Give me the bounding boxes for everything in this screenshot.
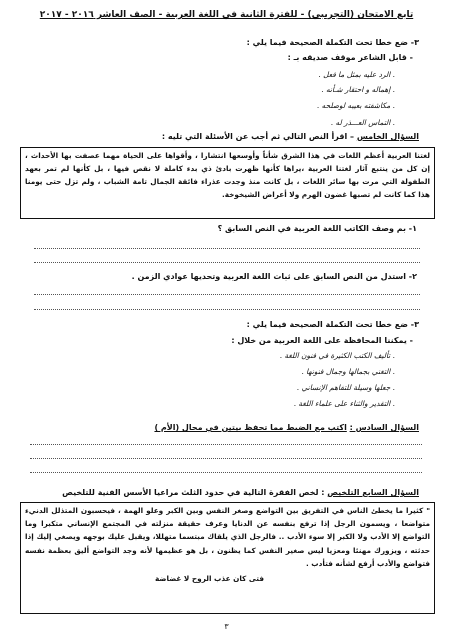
answer-line	[30, 472, 422, 473]
q7-title: السؤال السابع التلخيص	[327, 488, 419, 497]
q3-option-4: . التماس العـــذر له .	[330, 118, 395, 127]
q7-heading	[62, 488, 419, 497]
q7-verse: فتى كان عذب الروح لا غضاضة	[155, 574, 264, 584]
q3b-option-3: . جعلها وسيلة للتفاهم الإنساني .	[296, 383, 395, 392]
q3b-option-1: . تأليف الكتب الكثيرة في فنون اللغة .	[279, 351, 395, 360]
q6-instruction: اكتب مع الضبط مما تحفظ بيتين في مجال (الأم )	[154, 423, 347, 432]
q3-sub-question: - قابل الشاعر موقف صديقه بـ :	[287, 53, 413, 62]
q3b-heading: ٣- ضع خطا تحت التكملة الصحيحة فيما يلي :	[246, 320, 419, 329]
answer-line	[34, 294, 420, 295]
q7-passage-box	[20, 502, 435, 614]
q5-instruction: – اقرأ النص التالي ثم أجب عن الأسئلة التي تليه :	[161, 132, 355, 141]
answer-line	[34, 248, 420, 249]
answer-line	[30, 458, 422, 459]
answer-line	[34, 309, 420, 310]
q3-heading: ٣- ضع خطا تحت التكملة الصحيحة فيما يلي :	[246, 38, 419, 47]
q3b-sub-question: - يمكننا المحافظة على اللغة العربية من خلال :	[231, 336, 413, 345]
page-number: ٣	[224, 622, 229, 631]
q5-title: السؤال الخامس	[356, 132, 419, 141]
q3b-option-4: . التقدير والثناء على علماء اللغة .	[293, 399, 395, 408]
q7-instruction: : لخص الفقرة التالية في حدود الثلث مراعيا الأسس الفنية للتلخيص	[62, 488, 325, 497]
q5-passage: لغتنا العربية أعظم اللغات في هذا الشرق شأناً وأوسعها انتشارا ، وأقواها على الحياة مهما عصفت بها الأحداث ، إن كل من ينتبع آثار لغتنا العربية ،يراها كأنها ظهرت بادئ ذي بدء كاملة لا نقص فيها ، بل كأنها لم تمر بعهد الطفولة التي مرت بها سائر اللغات ، بل كانت منذ وجدت عذراء فائقة الجمال تامة الشباب ، ولم تزل حتى يومنا هذا كما كانت لم تصبها غضون الهرم ولا أعراض الشيخوخة.	[25, 151, 430, 199]
q5-question-2: ٢- استدل من النص السابق على ثبات اللغة العربية وتحديها عوادي الزمن .	[131, 272, 417, 281]
page-header: تابع الامتحان (التجريبي) - للفترة الثانية في اللغة العربية - الصف العاشر ٢٠١٦ - ٢٠١٧	[39, 10, 414, 20]
q3-option-3: . مكاشفته بعيبه لوصلحه .	[316, 101, 395, 110]
answer-line	[30, 444, 422, 445]
q3-option-2: . إهماله و احتقار شـأنه .	[321, 85, 395, 94]
q3b-option-2: . التغني بجمالها وجمال فنونها .	[301, 367, 395, 376]
q5-heading	[162, 132, 419, 141]
q3-option-1: . الرد عليه بمثل ما فعل .	[318, 70, 395, 79]
q6-heading	[154, 423, 419, 432]
q5-question-1: ١- بم وصف الكاتب اللغة العربية في النص السابق ؟	[217, 224, 417, 233]
answer-line	[34, 262, 420, 263]
q7-passage: " كثيرا ما يخطئ الناس في التفريق بين التواضع وصغر النفس وبين الكبر وعلو الهمة ، فيحسبون المتذلل الدنيء متواضعا ، ويسمون الرجل إذا ترفع بنفسه عن الدنايا وعرف حقيقة منزلته في المجتمع الإنساني متكبرا وما التواضع إلا الأدب ولا الكبر إلا سوء الأدب .. فالرجل الذي يلقاك مبتسما متهللا، ويقبل عليك بوجهه ويصغي إليك إذا حدثته ، ويزورك مهنئا ومعزيا ليس صغير النفس كما يظنون ، بل هو عظيمها لأنه وجد التواضع أليق بعظمة نفسه فتواضع والأدب أرفع لشأنه فتأدب .	[25, 506, 430, 568]
q6-title: السؤال السادس :	[349, 423, 419, 432]
q5-passage-box	[20, 147, 435, 219]
